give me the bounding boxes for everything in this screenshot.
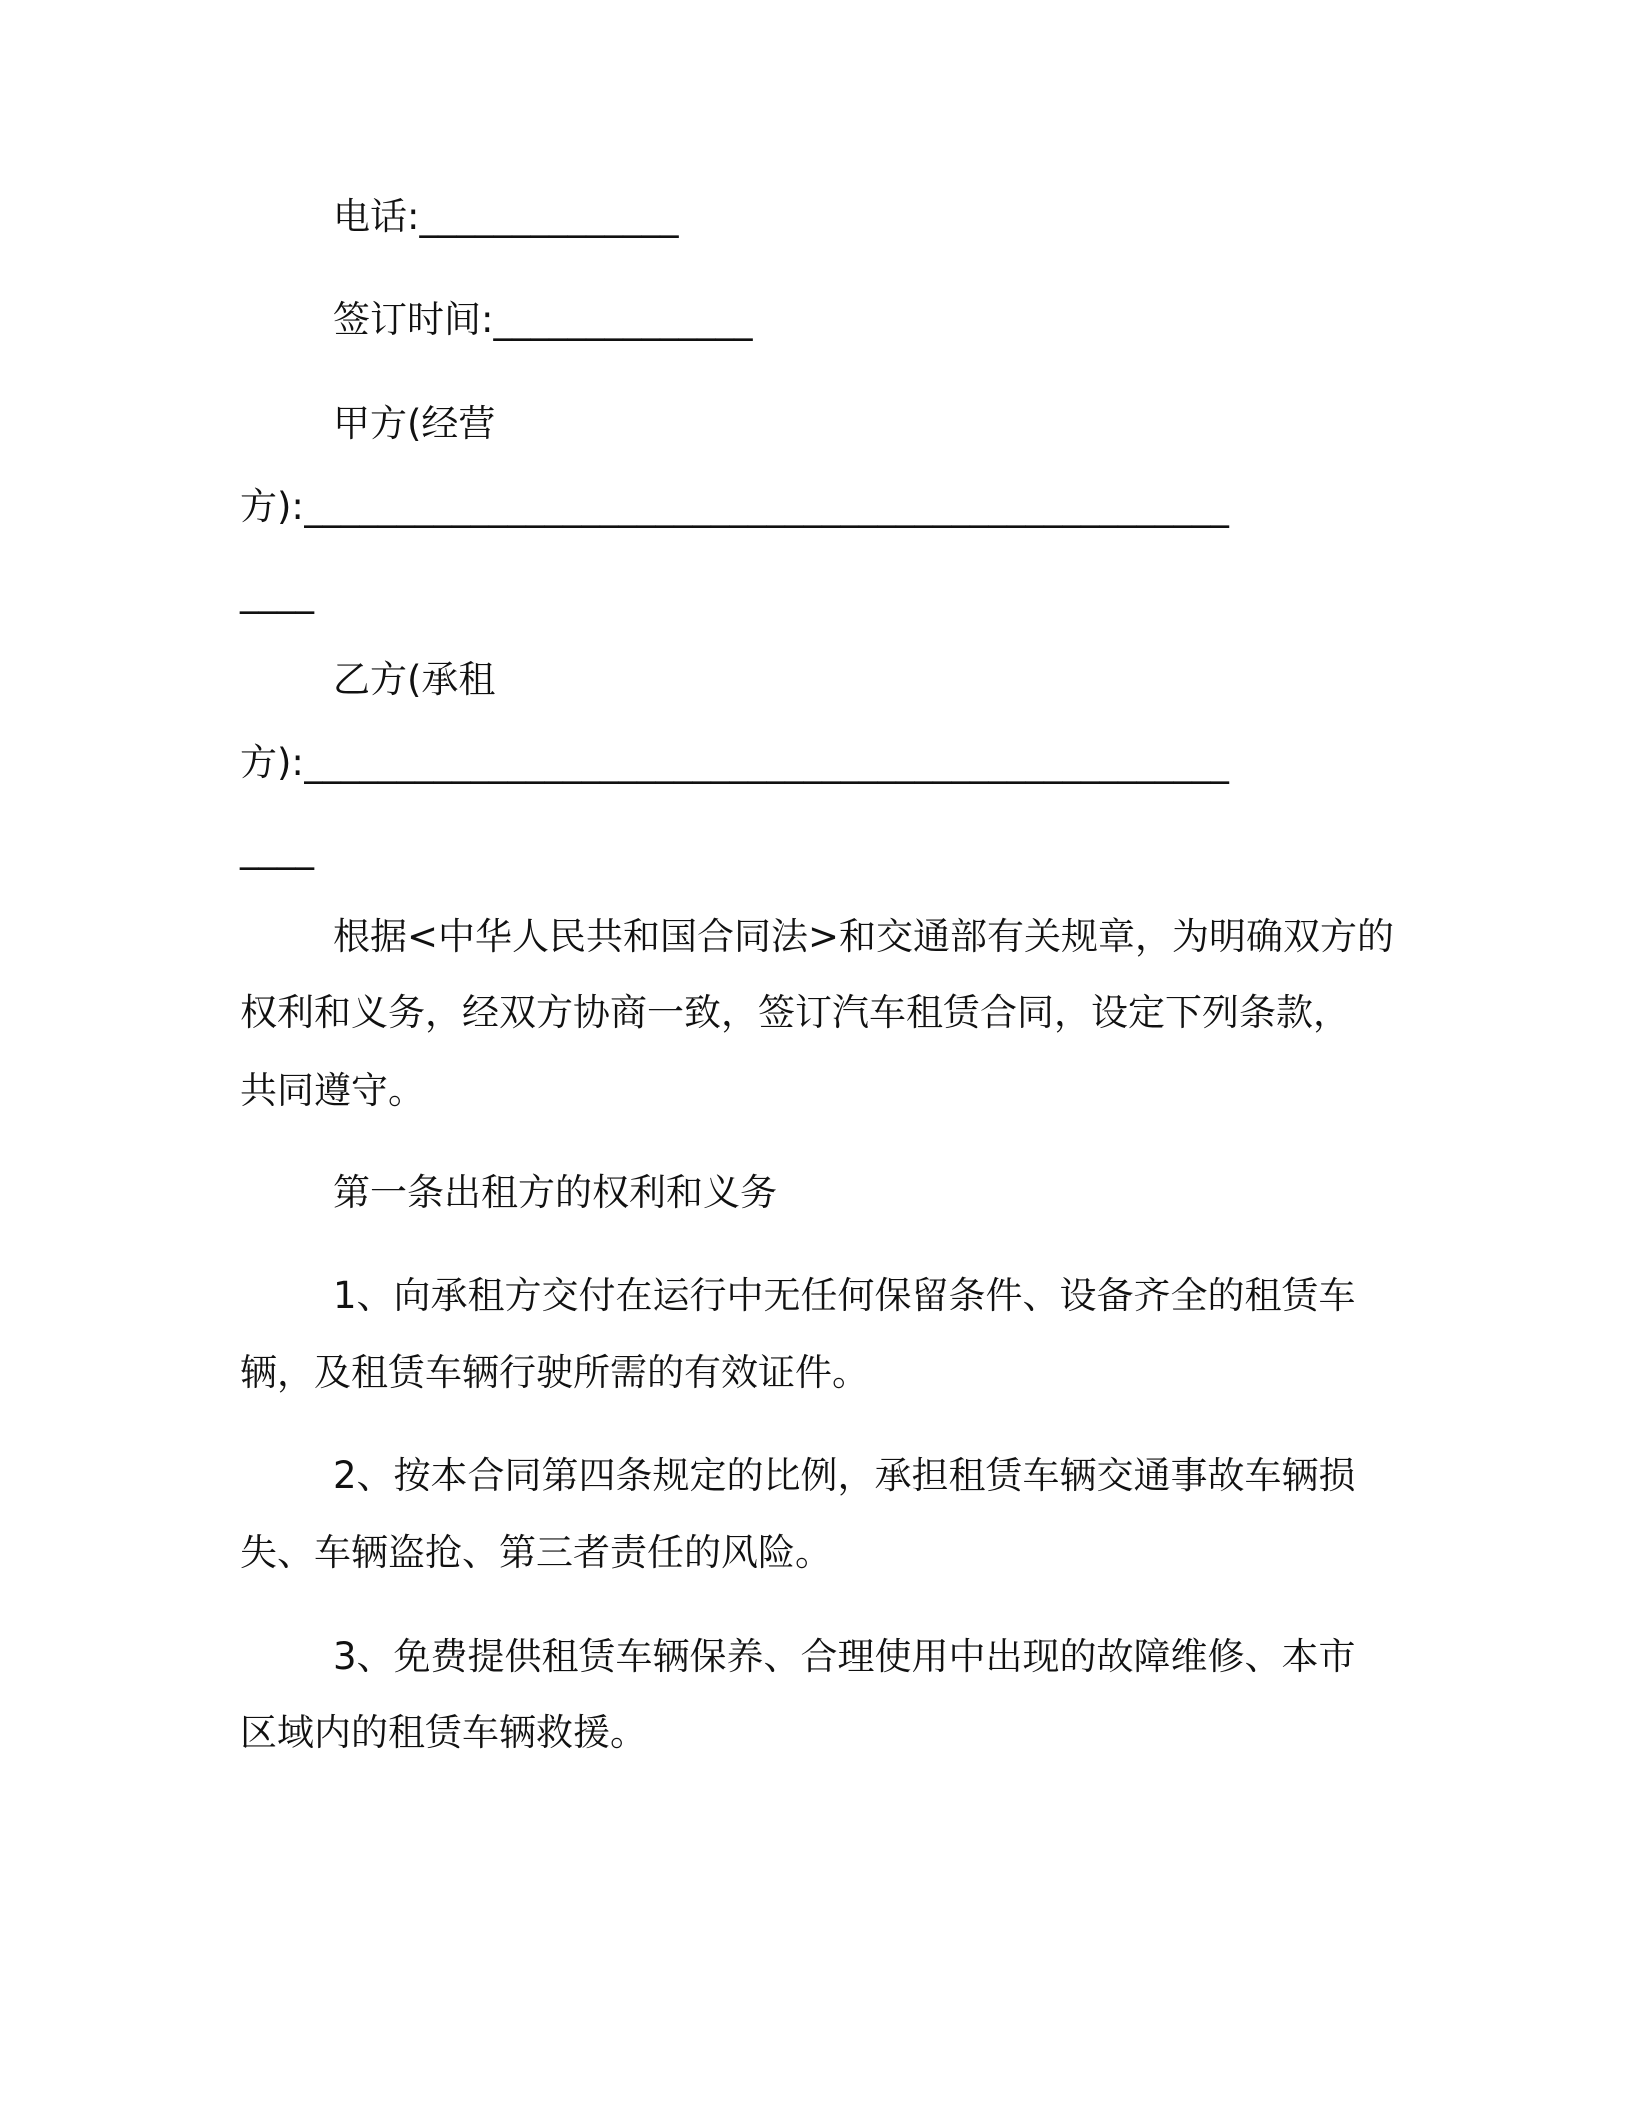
clause-3-line: 区域内的租赁车辆救援。 [240, 1711, 647, 1754]
preamble-line: 共同遵守。 [240, 1069, 425, 1112]
preamble-line: 根据<中华人民共和国合同法>和交通部有关规章，为明确双方的 [333, 915, 1395, 958]
article-1-title: 第一条出租方的权利和义务 [333, 1171, 777, 1214]
clause-1-line: 辆，及租赁车辆行驶所需的有效证件。 [240, 1351, 869, 1394]
clause-2-line: 失、车辆盗抢、第三者责任的风险。 [240, 1531, 832, 1574]
party-a-label: 甲方(经营 [333, 402, 496, 445]
party-b-blank: __________________________________________________ [303, 741, 1229, 784]
sign-date-field [333, 298, 752, 342]
party-b-label: 乙方(承租 [333, 658, 496, 701]
sign-date-blank: ______________ [493, 298, 753, 341]
party-a-blank: __________________________________________________ [303, 485, 1229, 528]
clause-1-line: 1、向承租方交付在运行中无任何保留条件、设备齐全的租赁车 [333, 1274, 1356, 1317]
party-b-field [240, 741, 1366, 785]
phone-field [333, 195, 678, 239]
phone-blank: ______________ [419, 195, 679, 238]
phone-label: 电话: [333, 195, 420, 238]
party-a-field [240, 485, 1366, 529]
sign-date-label: 签订时间: [333, 298, 494, 341]
preamble-line: 权利和义务，经双方协商一致，签订汽车租赁合同，设定下列条款， [240, 991, 1350, 1034]
party-a-label-cont: 方): [240, 485, 304, 528]
party-b-blank-cont: ____ [240, 827, 314, 870]
clause-3-line: 3、免费提供租赁车辆保养、合理使用中出现的故障维修、本市 [333, 1635, 1356, 1678]
party-a-blank-cont: ____ [240, 571, 314, 614]
clause-2-line: 2、按本合同第四条规定的比例，承担租赁车辆交通事故车辆损 [333, 1454, 1356, 1497]
party-b-label-cont: 方): [240, 741, 304, 784]
